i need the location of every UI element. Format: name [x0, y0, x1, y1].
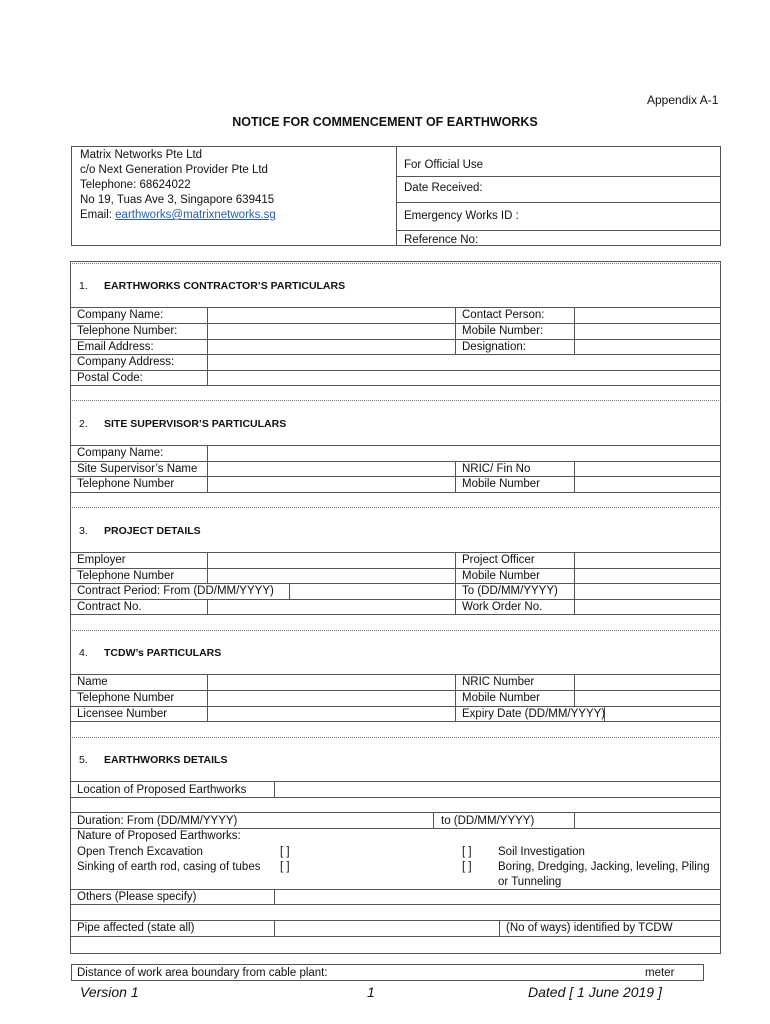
s3-contract-no-label: Contract No.	[77, 601, 142, 613]
section-1-title: EARTHWORKS CONTRACTOR’S PARTICULARS	[104, 280, 346, 292]
s5-pipe-affected-label: Pipe affected (state all)	[77, 922, 195, 934]
s1-designation-label: Designation:	[462, 341, 526, 353]
s3-to-date-label: To (DD/MM/YYYY)	[462, 585, 558, 597]
s3-line	[70, 614, 721, 615]
s4-expiry-field[interactable]	[605, 707, 720, 720]
s5-boring-label-line2: or Tunneling	[498, 876, 562, 888]
s2-supervisor-name-field[interactable]	[208, 462, 454, 475]
for-official-use: For Official Use	[404, 159, 484, 171]
s1-line	[70, 385, 721, 386]
s2-company-name-label: Company Name:	[77, 447, 164, 459]
section-3-number: 3.	[79, 525, 88, 537]
s2-col	[455, 461, 456, 492]
s3-employer-label: Employer	[77, 554, 126, 566]
s1-telephone-label: Telephone Number:	[77, 325, 178, 337]
s4-licensee-label: Licensee Number	[77, 708, 168, 720]
s2-company-name-field[interactable]	[208, 446, 720, 460]
s5-boring-label-line1: Boring, Dredging, Jacking, leveling, Piling	[498, 861, 710, 873]
official-row-line	[396, 230, 721, 231]
s1-company-name-label: Company Name:	[77, 309, 164, 321]
s1-company-address-field[interactable]	[208, 355, 720, 369]
section-2-title: SITE SUPERVISOR’S PARTICULARS	[104, 418, 287, 430]
section-1-number: 1.	[79, 280, 88, 292]
s3-col	[455, 552, 456, 614]
s4-nric-label: NRIC Number	[462, 676, 535, 688]
s5-line	[70, 904, 721, 905]
s1-mobile-number-field[interactable]	[575, 324, 720, 338]
reference-no-label: Reference No:	[404, 234, 479, 246]
appendix-label: Appendix A-1	[647, 93, 719, 107]
s4-licensee-field[interactable]	[208, 707, 454, 720]
s1-email-field[interactable]	[208, 340, 454, 353]
soil-investigation-checkbox[interactable]: [ ]	[462, 846, 472, 858]
s1-postal-code-label: Postal Code:	[77, 372, 143, 384]
s4-telephone-field[interactable]	[208, 691, 454, 705]
s2-telephone-field[interactable]	[208, 477, 454, 491]
official-use-divider	[396, 146, 397, 246]
distance-unit: meter	[645, 967, 675, 979]
s3-contract-from-field[interactable]	[290, 584, 454, 598]
s5-nature-label: Nature of Proposed Earthworks:	[77, 830, 241, 842]
email-link[interactable]: earthworks@matrixnetworks.sg	[115, 209, 276, 221]
s4-col	[455, 674, 456, 721]
s4-nric-field[interactable]	[575, 675, 720, 689]
s1-email-label: Email Address:	[77, 341, 154, 353]
s5-line	[70, 797, 721, 798]
s2-telephone-label: Telephone Number	[77, 478, 175, 490]
s3-work-order-label: Work Order No.	[462, 601, 543, 613]
emergency-works-id-label: Emergency Works ID :	[404, 210, 519, 222]
s4-name-field[interactable]	[208, 675, 454, 689]
s5-ways-identified-label: (No of ways) identified by TCDW	[506, 922, 673, 934]
section-2-number: 2.	[79, 418, 88, 430]
s5-col	[499, 920, 500, 936]
s5-duration-to-field[interactable]	[575, 813, 720, 827]
footer-version: Version 1	[80, 984, 139, 1000]
s2-nric-label: NRIC/ Fin No	[462, 463, 531, 475]
s1-company-address-label: Company Address:	[77, 356, 175, 368]
form-top-rule	[70, 263, 721, 264]
s2-mobile-field[interactable]	[575, 477, 720, 491]
s5-duration-from-field[interactable]	[250, 813, 432, 827]
section-5-title: EARTHWORKS DETAILS	[104, 754, 228, 766]
s3-project-officer-field[interactable]	[575, 553, 720, 567]
s5-location-field[interactable]	[275, 782, 720, 796]
boring-checkbox[interactable]: [ ]	[462, 861, 472, 873]
company-telephone: Telephone: 68624022	[80, 179, 191, 191]
official-row-line	[396, 176, 721, 177]
s2-nric-field[interactable]	[575, 462, 720, 475]
section-3-title: PROJECT DETAILS	[104, 525, 201, 537]
s5-others-label: Others (Please specify)	[77, 891, 197, 903]
s5-soil-investigation-label: Soil Investigation	[498, 846, 585, 858]
s1-col	[455, 307, 456, 354]
section-4-number: 4.	[79, 647, 88, 659]
s5-duration-to-label: to (DD/MM/YYYY)	[441, 815, 535, 827]
s3-mobile-label: Mobile Number	[462, 570, 540, 582]
s5-line	[70, 828, 721, 829]
s3-to-date-field[interactable]	[575, 584, 720, 598]
s3-end-line	[70, 630, 721, 631]
s3-contract-no-field[interactable]	[208, 600, 454, 613]
distance-label: Distance of work area boundary from cable plant:	[77, 967, 328, 979]
s4-end-line	[70, 737, 721, 738]
s3-telephone-field[interactable]	[208, 569, 454, 582]
s5-sinking-label: Sinking of earth rod, casing of tubes	[77, 861, 261, 873]
footer-page-number: 1	[367, 984, 375, 1000]
section-4-title: TCDW’s PARTICULARS	[104, 647, 222, 659]
s4-expiry-label: Expiry Date (DD/MM/YYYY)	[462, 708, 606, 720]
s1-mobile-number-label: Mobile Number:	[462, 325, 544, 337]
s4-telephone-label: Telephone Number	[77, 692, 175, 704]
s3-employer-field[interactable]	[208, 553, 454, 567]
s4-mobile-label: Mobile Number	[462, 692, 540, 704]
s3-project-officer-label: Project Officer	[462, 554, 535, 566]
company-email-row	[80, 208, 276, 222]
date-received-label: Date Received:	[404, 182, 483, 194]
page-title: NOTICE FOR COMMENCEMENT OF EARTHWORKS	[232, 115, 538, 129]
s5-others-field[interactable]	[275, 890, 720, 903]
official-row-line	[396, 202, 721, 203]
s4-line	[70, 721, 721, 722]
s3-work-order-field[interactable]	[575, 600, 720, 613]
s5-location-label: Location of Proposed Earthworks	[77, 784, 247, 796]
s1-contact-person-label: Contact Person:	[462, 309, 545, 321]
sinking-checkbox[interactable]: [ ]	[280, 861, 290, 873]
s3-contract-period-label: Contract Period: From (DD/MM/YYYY)	[77, 585, 274, 597]
s1-telephone-field[interactable]	[208, 324, 454, 338]
s5-duration-from-label: Duration: From (DD/MM/YYYY)	[77, 815, 238, 827]
s2-mobile-label: Mobile Number	[462, 478, 540, 490]
open-trench-checkbox[interactable]: [ ]	[280, 846, 290, 858]
distance-field[interactable]	[340, 965, 640, 980]
s1-designation-field[interactable]	[575, 340, 720, 353]
s2-end-line	[70, 507, 721, 508]
company-name-line: Matrix Networks Pte Ltd	[80, 149, 203, 161]
s3-mobile-field[interactable]	[575, 569, 720, 582]
s5-col	[433, 812, 434, 828]
section-5-number: 5.	[79, 754, 88, 766]
s2-supervisor-name-label: Site Supervisor’s Name	[77, 463, 198, 475]
email-label: Email:	[80, 209, 112, 221]
footer-dated: Dated [ 1 June 2019 ]	[528, 984, 662, 1000]
s2-line	[70, 492, 721, 493]
s3-telephone-label: Telephone Number	[77, 570, 175, 582]
s4-mobile-field[interactable]	[575, 691, 720, 705]
s5-open-trench-label: Open Trench Excavation	[77, 846, 203, 858]
company-co-line: c/o Next Generation Provider Pte Ltd	[80, 164, 268, 176]
s4-name-label: Name	[77, 676, 108, 688]
s1-postal-code-field[interactable]	[208, 371, 720, 384]
s1-contact-person-field[interactable]	[575, 308, 720, 322]
s1-end-line	[70, 400, 721, 401]
s5-line	[70, 936, 721, 937]
company-address: No 19, Tuas Ave 3, Singapore 639415	[80, 194, 275, 206]
s5-pipe-affected-field[interactable]	[275, 921, 498, 935]
s1-company-name-field[interactable]	[208, 308, 454, 322]
